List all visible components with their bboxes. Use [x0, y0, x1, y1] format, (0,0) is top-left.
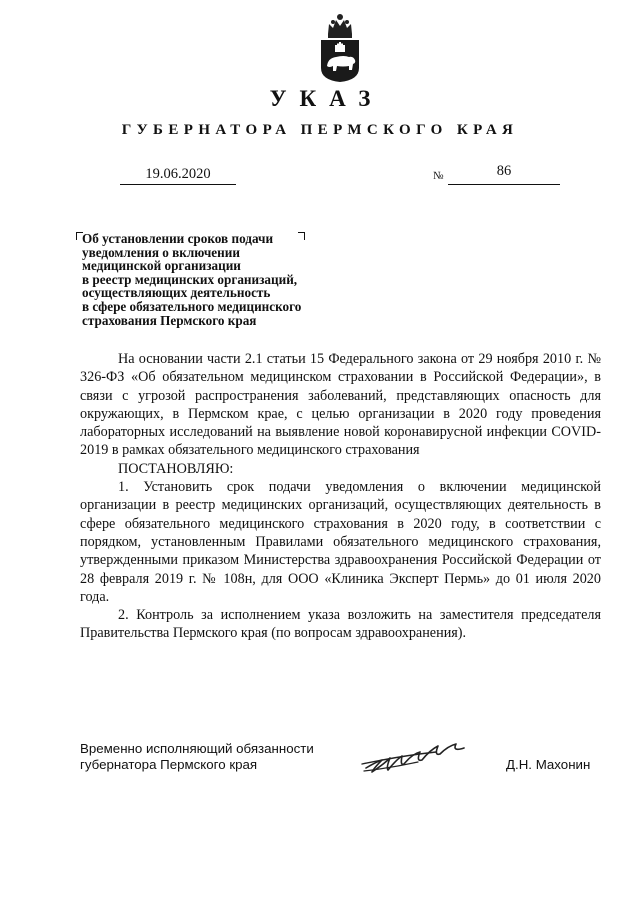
document-title: УКАЗ — [269, 86, 384, 111]
subject-line: Об установлении сроков подачи — [82, 231, 274, 246]
number-sign: № — [433, 170, 444, 182]
subject-line: страхования Пермского края — [82, 312, 257, 328]
subject-line: уведомления о включении — [82, 244, 240, 260]
decree-body — [80, 350, 601, 643]
role-line: Временно исполняющий обязанности — [80, 741, 314, 756]
signatory-name: Д.Н. Махонин — [506, 757, 591, 772]
item-1-paragraph: 1. Установить срок подачи уведомления о включении медицинской организации в реестр медицинских организаций, осуществляющих деятельность в сфере обязательного медицинского страхования в 2020 году, в соответствии с порядком, установленным Правилами обязательного медицинского страхования, утвержденными приказом Министерства здравоохранения Российской Федерации от 28 февраля 2019 г. № 108н, для ООО «Клиника Эксперт Пермь» до 01 июля 2020 года. — [80, 479, 601, 605]
document-subtitle: ГУБЕРНАТОРА ПЕРМСКОГО КРАЯ — [121, 122, 519, 138]
signatory-role — [80, 741, 380, 773]
subject-line: осуществляющих деятельность — [82, 285, 271, 301]
decree-number: 86 — [448, 163, 560, 185]
coat-of-arms-emblem — [318, 10, 362, 84]
subject-line: в сфере обязательного медицинского — [82, 298, 302, 314]
role-line: губернатора Пермского края — [80, 757, 258, 772]
decree-subject — [82, 232, 362, 327]
item-2-paragraph: 2. Контроль за исполнением указа возложить на заместителя председателя Правительства Пермского края (по вопросам здравоохранения). — [80, 607, 601, 642]
preamble-paragraph: На основании части 2.1 статьи 15 Федерального закона от 29 ноября 2010 г. № 326-ФЗ «Об обязательном медицинском страховании в Российской Федерации», в связи с угрозой распространения заболеваний, представляющих опасность для окружающих, в Пермском крае, с целью организации в 2020 году проведения лабораторных исследований на выявление новой коронавирусной инфекции COVID-2019 в рамках обязательного медицинского страхования — [80, 351, 601, 459]
subject-line: медицинской организации — [82, 258, 241, 274]
decree-date: 19.06.2020 — [120, 166, 236, 185]
handwritten-signature — [360, 738, 472, 778]
subject-line: в реестр медицинских организаций, — [82, 271, 298, 287]
decree-word: ПОСТАНОВЛЯЮ: — [118, 460, 234, 477]
